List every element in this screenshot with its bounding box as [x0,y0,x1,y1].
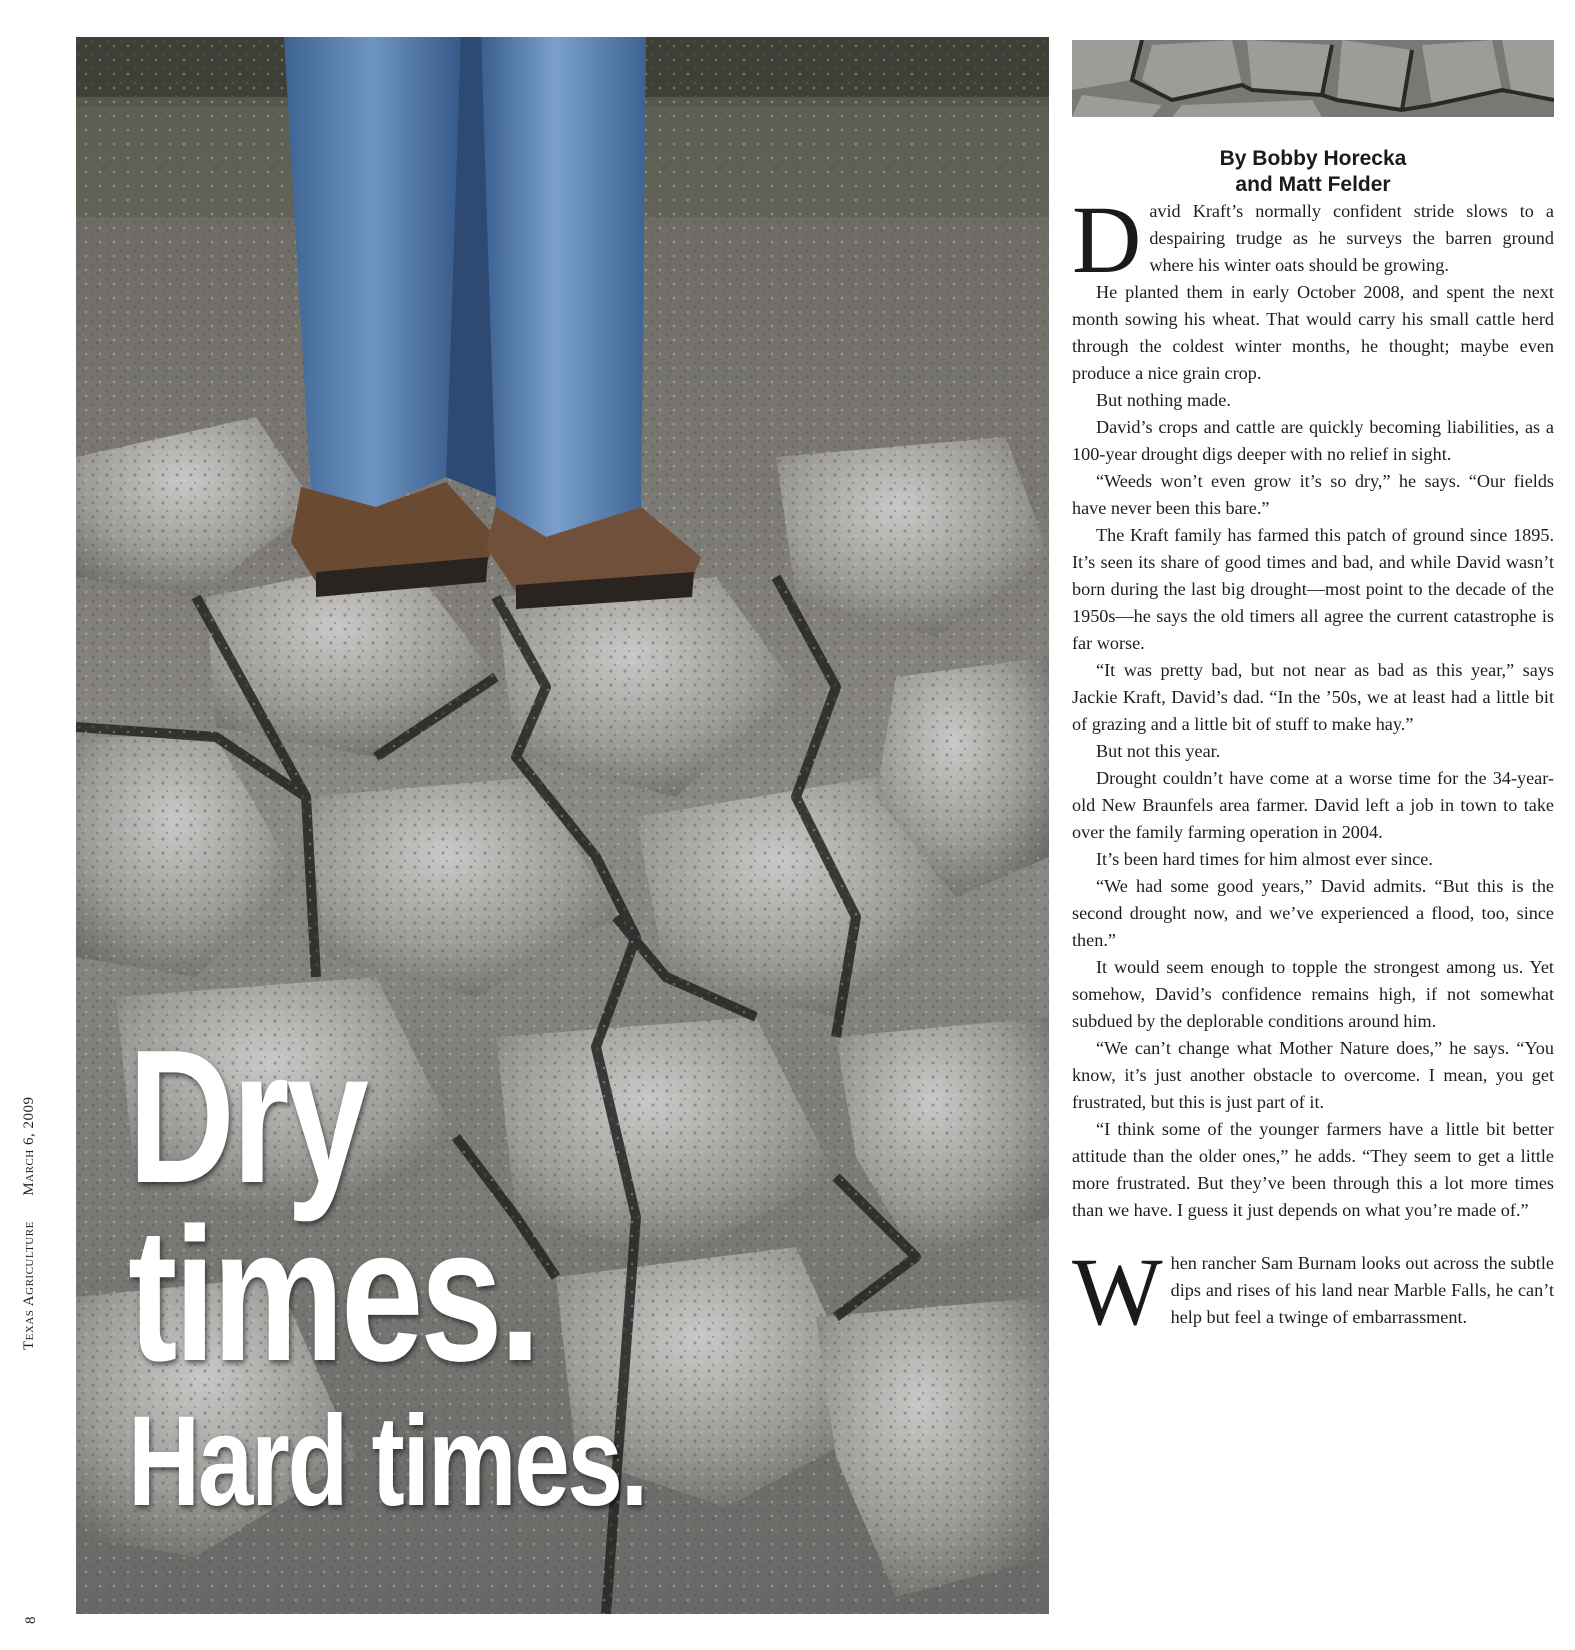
article-body [1072,186,1554,1345]
article-paragraph [1072,1238,1554,1345]
page-number: 8 [23,1616,39,1624]
article-paragraph: “I think some of the younger farmers have a little bit better attitude than the older ones,” he adds. “They seem to get a little more frustrated. But they’ve been through this a lot more times than we have. I guess it just depends on what you’re made of.” [1072,1119,1554,1220]
article-paragraph: But nothing made. [1096,390,1231,410]
headline-line-1: Dry [128,1011,366,1223]
headline-line-3: Hard times. [128,1390,647,1533]
article-paragraph: It’s been hard times for him almost ever since. [1096,849,1433,869]
headline [128,1011,647,1533]
byline-line-2: and Matt Felder [1235,173,1391,196]
byline-line-1: By Bobby Horecka [1219,147,1407,170]
article-paragraph: David’s crops and cattle are quickly becoming liabilities, as a 100-year drought digs deeper with no relief in sight. [1072,417,1554,464]
article-paragraph: Drought couldn’t have come at a worse time for the 34-year-old New Braunfels area farmer. David left a job in town to take over the family farming operation in 2004. [1072,768,1554,842]
publication-name: Texas Agriculture [21,1221,37,1350]
issue-date: March 6, 2009 [21,1096,37,1196]
article-paragraph: It would seem enough to topple the strongest among us. Yet somehow, David’s confidence remains high, if not somewhat subdued by the deplorable conditions around him. [1072,957,1554,1031]
drop-cap: D [1072,186,1142,293]
running-foot [21,1097,38,1350]
article-paragraph [1072,186,1554,293]
article-paragraph: But not this year. [1096,741,1221,761]
article-paragraph: He planted them in early October 2008, and spent the next month sowing his wheat. That would carry his small cattle herd through the coldest winter months, he thought; maybe even produce a nice grain crop. [1072,282,1554,383]
soil-strip-photo [1072,40,1554,117]
paragraph-text: avid Kraft’s normally confident stride slows to a despairing trudge as he surveys the barren ground where his winter oats should be growing. [1149,201,1554,275]
drop-cap: W [1072,1238,1163,1345]
article-paragraph: “It was pretty bad, but not near as bad as this year,” says Jackie Kraft, David’s dad. “In the ’50s, we at least had a little bit of grazing and a little bit of stuff to make hay.” [1072,660,1554,734]
article-paragraph: The Kraft family has farmed this patch of ground since 1895. It’s seen its share of good times and bad, and while David wasn’t born during the last big drought—most point to the decade of the 1950s—he says the old timers all agree the current catastrophe is far worse. [1072,525,1554,653]
paragraph-text: hen rancher Sam Burnam looks out across the subtle dips and rises of his land near Marble Falls, he can’t help but feel a twinge of embarrassment. [1170,1253,1554,1327]
headline-line-2: times. [128,1189,538,1401]
byline [1072,146,1554,198]
article-paragraph: “We can’t change what Mother Nature does,” he says. “You know, it’s just another obstacle to overcome. I mean, you get frustrated, but this is just part of it. [1072,1038,1554,1112]
article-paragraph: “We had some good years,” David admits. “But this is the second drought now, and we’ve experienced a flood, too, since then.” [1072,876,1554,950]
article-paragraph: “Weeds won’t even grow it’s so dry,” he says. “Our fields have never been this bare.” [1072,471,1554,518]
